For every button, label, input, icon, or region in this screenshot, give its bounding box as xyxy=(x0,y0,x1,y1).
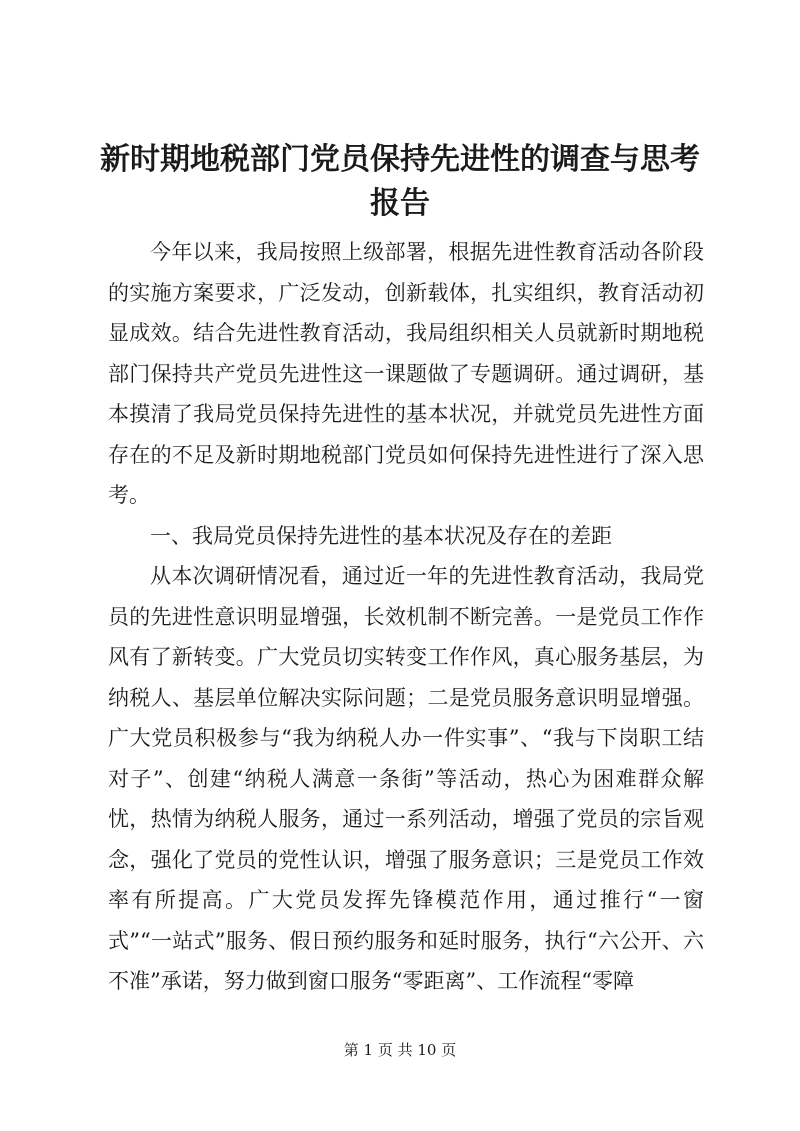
document-title xyxy=(80,138,720,226)
title-line-1: 新时期地税部门党员保持先进性的调查与思考 xyxy=(100,142,700,177)
paragraph-intro: 今年以来，我局按照上级部署，根据先进性教育活动各阶段的实施方案要求，广泛发动，创新载体，扎实组织，教育活动初显成效。结合先进性教育活动，我局组织相关人员就新时期地税部门保持共产党员先进性这一课题做了专题调研。通过调研，基本摸清了我局党员保持先进性的基本状况，并就党员先进性方面存在的不足及新时期地税部门党员如何保持先进性进行了深入思考。 xyxy=(108,240,704,507)
title-line-2: 报告 xyxy=(370,186,430,221)
page-footer xyxy=(0,1040,800,1060)
document-body xyxy=(108,232,704,1002)
paragraph-section-1: 从本次调研情况看，通过近一年的先进性教育活动，我局党员的先进性意识明显增强，长效机制不断完善。一是党员工作作风有了新转变。广大党员切实转变工作作风，真心服务基层，为纳税人、基层单位解决实际问题；二是党员服务意识明显增强。广大党员积极参与“我为纳税人办一件实事”、“我与下岗职工结对子”、创建“纳税人满意一条街”等活动，热心为困难群众解忧，热情为纳税人服务，通过一系列活动，增强了党员的宗旨观念，强化了党员的党性认识，增强了服务意识；三是党员工作效率有所提高。广大党员发挥先锋模范作用，通过推行“一窗式”“一站式”服务、假日预约服务和延时服务，执行“六公开、六不准”承诺，努力做到窗口服务“零距离”、工作流程“零障 xyxy=(108,564,704,993)
section-heading-1: 一、我局党员保持先进性的基本状况及存在的差距 xyxy=(150,523,612,548)
page-number: 第 1 页 共 10 页 xyxy=(343,1041,457,1059)
